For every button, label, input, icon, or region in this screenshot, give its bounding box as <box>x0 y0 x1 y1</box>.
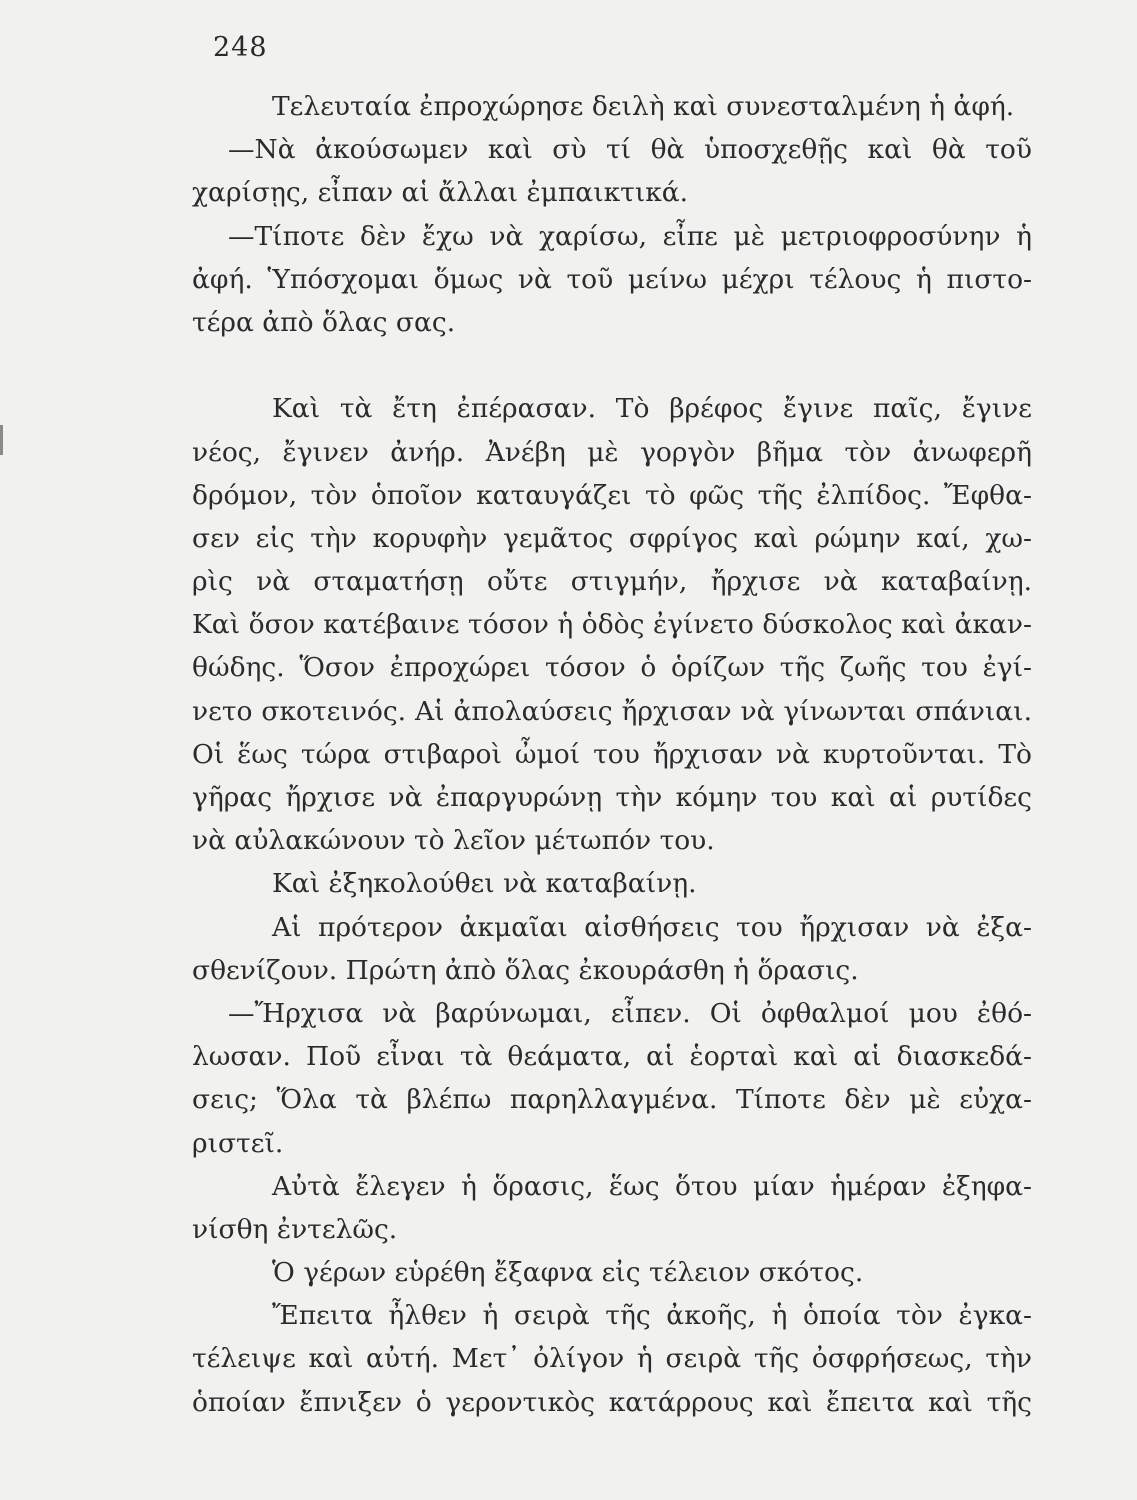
text-line: νίσθη ἐντελῶς. <box>192 1213 398 1245</box>
text-line: ριστεῖ. <box>192 1127 284 1159</box>
text-line: Αἱ πρότερον ἀκμαῖαι αἰσθήσεις του ἤρχισαν νὰ ἐξα- <box>272 911 1032 943</box>
text-line: Ὁ γέρων εὑρέθη ἔξαφνα εἰς τέλειον σκότος. <box>272 1257 864 1289</box>
text-line: Καὶ τὰ ἔτη ἐπέρασαν. Τὸ βρέφος ἔγινε παῖς, ἔγινε <box>272 393 1032 425</box>
text-line: Αὐτὰ ἔλεγεν ἡ ὅρασις, ἕως ὅτου μίαν ἡμέραν ἐξηφα- <box>272 1170 1032 1202</box>
text-line: Οἱ ἕως τώρα στιβαροὶ ὦμοί του ἤρχισαν νὰ κυρτοῦνται. Τὸ <box>192 738 1032 770</box>
text-line: —Τίποτε δὲν ἔχω νὰ χαρίσω, εἶπε μὲ μετριοφροσύνην ἡ <box>228 220 1032 252</box>
page-text <box>192 85 1032 1424</box>
text-line: σεν εἰς τὴν κορυφὴν γεμᾶτος σφρίγος καὶ ρώμην καί, χω- <box>192 522 1032 554</box>
text-line: Τελευταία ἐπροχώρησε δειλὴ καὶ συνεσταλμένη ἡ ἀφή. <box>272 91 1015 122</box>
text-line: νὰ αὐλακώνουν τὸ λεῖον μέτωπόν του. <box>192 825 715 857</box>
text-line: σθενίζουν. Πρώτη ἀπὸ ὅλας ἐκουράσθη ἡ ὅρασις. <box>192 954 859 986</box>
page-number: 248 <box>213 32 268 63</box>
text-line: τέρα ἀπὸ ὅλας σας. <box>192 306 456 338</box>
text-line: ρὶς νὰ σταματήσῃ οὔτε στιγμήν, ἤρχισε νὰ καταβαίνῃ. <box>192 566 1032 598</box>
text-line: Καὶ ἐξηκολούθει νὰ καταβαίνῃ. <box>272 868 697 900</box>
text-line: Καὶ ὅσον κατέβαινε τόσον ἡ ὁδὸς ἐγίνετο δύσκολος καὶ ἀκαν- <box>192 609 1032 641</box>
text-line: γῆρας ἤρχισε νὰ ἐπαργυρώνῃ τὴν κόμην του καὶ αἱ ρυτίδες <box>192 782 1032 813</box>
text-line: Ἔπειτα ἦλθεν ἡ σειρὰ τῆς ἀκοῆς, ἡ ὁποία τὸν ἐγκα- <box>272 1300 1032 1332</box>
text-line: θώδης. Ὅσον ἐπροχώρει τόσον ὁ ὁρίζων τῆς ζωῆς του ἐγί- <box>192 652 1032 684</box>
text-line: χαρίσῃς, εἶπαν αἱ ἄλλαι ἐμπαικτικά. <box>192 177 689 209</box>
text-line: τέλειψε καὶ αὐτή. Μετ᾽ ὀλίγον ἡ σειρὰ τῆς ὀσφρήσεως, τὴν <box>192 1343 1032 1375</box>
text-line: —Νὰ ἀκούσωμεν καὶ σὺ τί θὰ ὑποσχεθῇς καὶ θὰ τοῦ <box>228 134 1032 166</box>
text-line: ἀφή. Ὑπόσχομαι ὅμως νὰ τοῦ μείνω μέχρι τέλους ἡ πιστο- <box>192 263 1032 295</box>
page-edge-mark <box>0 425 3 455</box>
text-line: —Ἤρχισα νὰ βαρύνωμαι, εἶπεν. Οἱ ὀφθαλμοί μου ἐθό- <box>228 997 1032 1029</box>
paragraph-gap <box>192 344 1032 387</box>
text-line: δρόμον, τὸν ὁποῖον καταυγάζει τὸ φῶς τῆς ἐλπίδος. Ἔφθα- <box>192 479 1032 511</box>
text-line: νέος, ἔγινεν ἀνήρ. Ἀνέβη μὲ γοργὸν βῆμα τὸν ἀνωφερῆ <box>192 436 1032 468</box>
text-line: ὁποίαν ἔπνιξεν ὁ γεροντικὸς κατάρρους καὶ ἔπειτα καὶ τῆς <box>192 1386 1032 1418</box>
text-line: λωσαν. Ποῦ εἶναι τὰ θεάματα, αἱ ἑορταὶ καὶ αἱ διασκεδά- <box>192 1041 1032 1073</box>
text-line: σεις; Ὅλα τὰ βλέπω παρηλλαγμένα. Τίποτε δὲν μὲ εὐχα- <box>192 1084 1032 1116</box>
text-line: νετο σκοτεινός. Αἱ ἀπολαύσεις ἤρχισαν νὰ γίνωνται σπάνιαι. <box>192 695 1032 727</box>
